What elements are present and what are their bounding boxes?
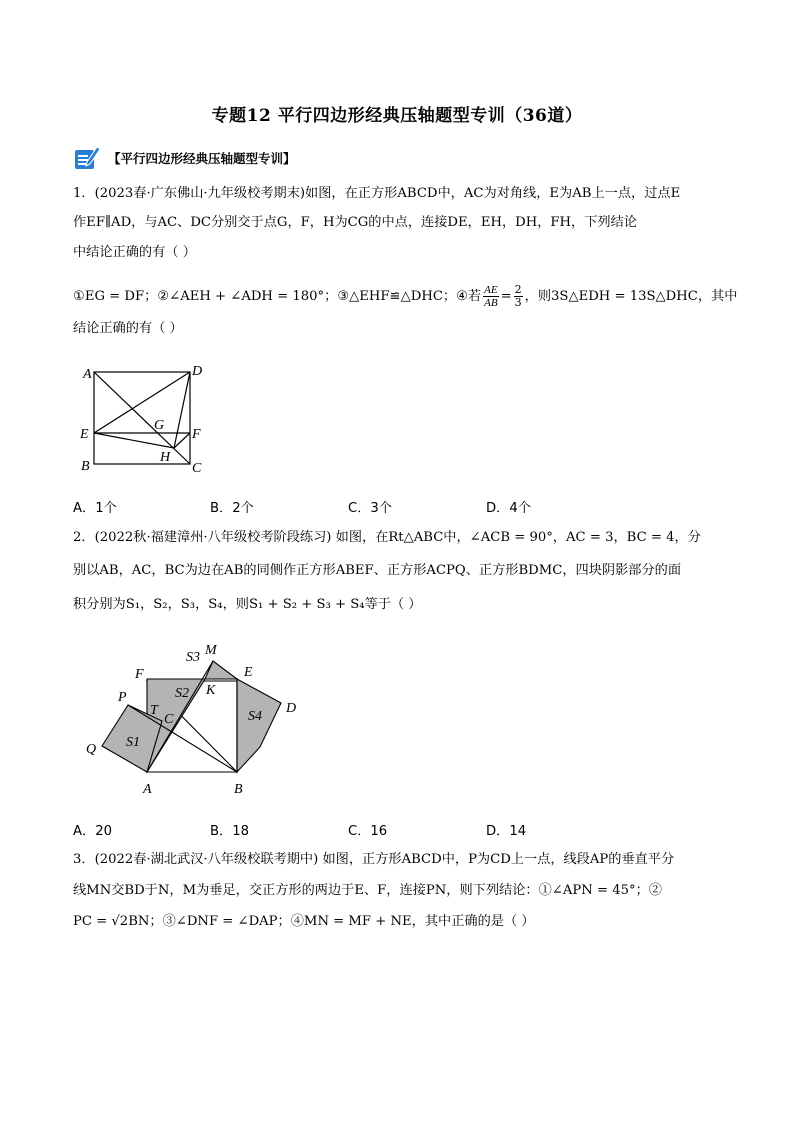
q1-label-h: H <box>160 450 171 465</box>
q1-frac2-num: 2 <box>514 283 522 296</box>
q1-label-d: D <box>192 364 203 379</box>
q2-label-b: B <box>234 782 243 797</box>
section-label: 【平行四边形经典压轴题型专训】 <box>108 151 296 166</box>
q1-fraction-ae-ab <box>483 284 498 309</box>
q2-line-3: 积分别为S₁，S₂，S₃，S₄，则S₁ + S₂ + S₃ + S₄等于（ ） <box>73 597 422 612</box>
q2-label-s3: S3 <box>186 650 200 665</box>
q3-line-3: PC = √2BN；③∠DNF = ∠DAP；④MN = MF + NE，其中正确的是（ ） <box>73 914 535 929</box>
q2-label-c: C <box>164 712 174 727</box>
q1-line-4 <box>73 283 738 309</box>
q2-label-m: M <box>205 643 217 658</box>
q2-choice-a[interactable]: A．20 <box>73 824 112 839</box>
edit-note-icon <box>73 144 101 172</box>
q3-line-1: 3．(2022春·湖北武汉·八年级校联考期中) 如图，正方形ABCD中，P为CD上一点，线段AP的垂直平分 <box>73 852 675 867</box>
q2-label-a: A <box>143 782 152 797</box>
q2-label-k: K <box>206 683 216 698</box>
q1-label-a: A <box>83 367 92 382</box>
q2-choice-b[interactable]: B．18 <box>210 824 250 839</box>
q1-frac-num: AE <box>484 284 498 296</box>
page-title: 专题12 平行四边形经典压轴题型专训（36道） <box>211 106 583 126</box>
q2-label-d: D <box>286 701 297 716</box>
q2-label-p: P <box>118 690 127 705</box>
q2-figure <box>80 636 320 798</box>
q1-segment-de <box>94 372 190 433</box>
q1-choice-d[interactable]: D．4个 <box>486 501 531 516</box>
q2-choice-c[interactable]: C．16 <box>348 824 388 839</box>
q2-label-s1: S1 <box>126 735 140 750</box>
q2-shaded-s3 <box>205 661 237 679</box>
q1-frac2-den: 3 <box>514 296 522 309</box>
q2-label-f: F <box>135 667 144 682</box>
q1-frac-den: AB <box>484 297 498 309</box>
q2-label-q: Q <box>86 742 97 757</box>
q2-line-2: 别以AB，AC，BC为边在AB的同侧作正方形ABEF、正方形ACPQ、正方形BDMC，四块阴影部分的面 <box>73 563 682 578</box>
q1-conditions: ①EG = DF；②∠AEH + ∠ADH = 180°；③△EHF≌△DHC；④若 <box>73 288 482 304</box>
q2-label-s2: S2 <box>175 686 189 701</box>
q1-equals: = <box>500 288 512 304</box>
q1-segment-dh <box>174 372 190 448</box>
q1-choice-b[interactable]: B．2个 <box>210 501 254 516</box>
q1-label-b: B <box>81 459 90 474</box>
q1-label-c: C <box>192 461 202 476</box>
q1-line-3: 中结论正确的有（ ） <box>73 245 196 260</box>
q1-label-g: G <box>154 418 165 433</box>
q1-conclusion: ，则3S△EDH = 13S△DHC，其中 <box>524 288 738 304</box>
q1-line-2: 作EF∥AD，与AC、DC分别交于点G，F，H为CG的中点，连接DE，EH，DH，FH，下列结论 <box>73 215 637 230</box>
q2-label-e: E <box>244 665 253 680</box>
q1-label-e: E <box>80 427 89 442</box>
q2-choice-d[interactable]: D．14 <box>486 824 527 839</box>
q1-segment-eh <box>94 433 174 448</box>
q2-label-t: T <box>150 703 158 718</box>
q1-label-f: F <box>192 427 201 442</box>
q1-line-1: 1．(2023春·广东佛山·九年级校考期末)如图，在正方形ABCD中，AC为对角线，E为AB上一点，过点E <box>73 186 681 201</box>
q1-choice-c[interactable]: C．3个 <box>348 501 392 516</box>
q1-line-5: 结论正确的有（ ） <box>73 321 183 336</box>
q1-diagonal-ac <box>94 372 190 464</box>
q1-figure <box>74 360 214 478</box>
q1-fraction-two-thirds <box>514 284 523 309</box>
q3-line-2: 线MN交BD于N，M为垂足，交正方形的两边于E、F，连接PN，则下列结论：①∠APN = 45°；② <box>73 883 662 898</box>
q2-shaded-s4 <box>237 679 281 772</box>
q2-label-s4: S4 <box>248 709 262 724</box>
q1-choice-a[interactable]: A．1个 <box>73 501 117 516</box>
q2-line-1: 2．(2022秋·福建漳州·八年级校考阶段练习) 如图，在Rt△ABC中，∠ACB = 90°，AC = 3，BC = 4，分 <box>73 530 701 545</box>
